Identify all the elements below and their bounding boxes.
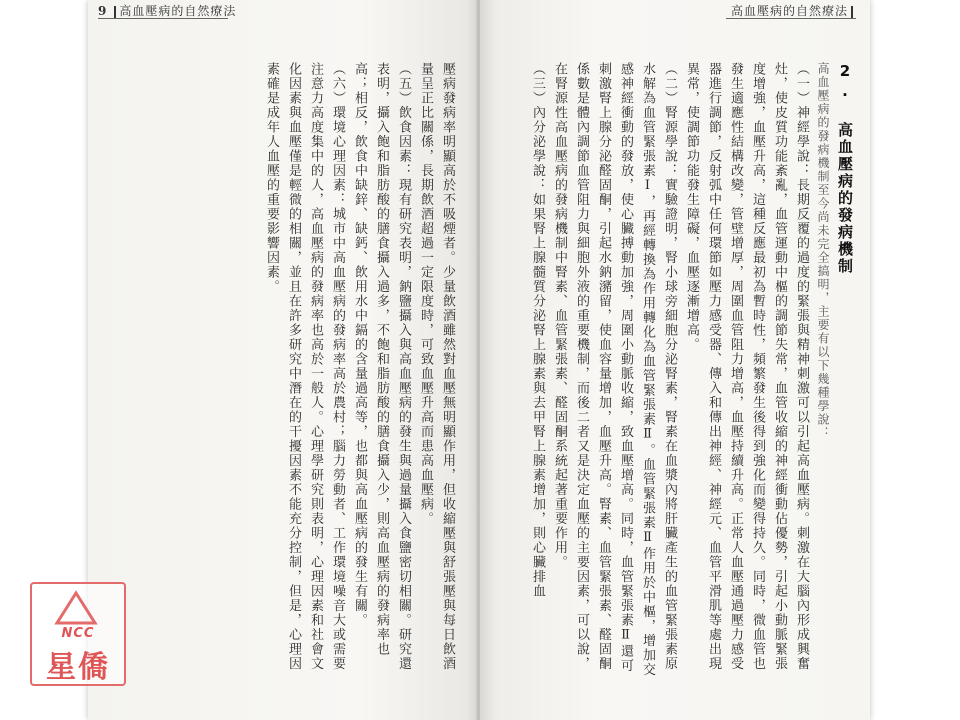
left-page: [88, 0, 478, 720]
watermark-stamp: [30, 582, 126, 686]
running-head-title-right: 高血壓病的自然療法: [730, 4, 848, 18]
running-head-rule-right: [726, 18, 856, 19]
section-intro: 高血壓病的發病機制至今尚未完全搞明，主要有以下幾種學說：: [816, 62, 830, 440]
running-head-left: [98, 2, 236, 19]
running-head-rule-left: [98, 18, 228, 19]
left-paragraph-2: （五）飲食因素：現有研究表明，鈉鹽攝入與高血壓病的發生與過量攝入食鹽密切相關。研究還表明，攝入飽和脂肪酸的膳食攝入過多，不飽和脂肪酸的膳食攝入少，則高血壓病的發病率也高；相反，飲食中缺鋅、缺鈣、飲用水中鎘的含量過高等，也都與高血壓病的發生有關。: [352, 62, 411, 671]
right-page: [480, 0, 870, 720]
triangle-logo-icon: [54, 590, 98, 626]
book-spread: [88, 0, 870, 720]
watermark-cjk-text: 星僑: [46, 650, 110, 685]
section-title: 2. 高血壓病的發病機制: [836, 62, 854, 275]
left-page-body: [118, 62, 458, 682]
left-paragraph-3: （六）環境心理因素：城市中高血壓病的發病率高於農村；腦力勞動者、工作環境噪音大或需要注意力高度集中的人，高血壓病的發病率也高於一般人。心理學研究則表明，心理因素和社會文化因素與血壓僅是輕微的相關，並且在許多研究中潛在的干擾因素不能充分控制，但是，心理因素確是成年人血壓的重要影響因素。: [264, 62, 345, 671]
running-head-divider-right: [851, 6, 853, 18]
right-paragraph-2: （二）腎源學說：實驗證明，腎小球旁細胞分泌腎素，腎素在血漿內將肝臟產生的血管緊張素原水解為血管緊張素Ⅰ，再經轉換為作用轉化為血管緊張素Ⅱ。血管緊張素Ⅱ作用於中樞，增加交感神經衝動的發放，使心臟搏動加強，周圍小動脈收縮，致血壓增高。同時，血管緊張素Ⅱ還可刺激腎上腺分泌醛固酮，引起水鈉瀦留，使血容量增加，血壓升高。腎素、血管緊張素、醛固酮係數是體內調節血管阻力與細胞外液的重要機制，而後二者又是決定血壓的主要因素，可以說，在腎源性高血壓病的發病機制中腎素、血管緊張素、醛固酮系統起著重要作用。: [552, 62, 677, 677]
running-head-title-left: 高血壓病的自然療法: [119, 4, 237, 18]
page-number-left: 9: [98, 4, 108, 18]
watermark-latin-text: NCC: [61, 626, 95, 641]
running-head-right: [731, 2, 856, 19]
running-head-divider-left: [114, 6, 116, 18]
right-page-body: [520, 62, 856, 682]
right-paragraph-1: （一）神經學說：長期反覆的過度的緊張與精神刺激可以引起高血壓病。刺激在大腦內形成興奮灶，使皮質功能紊亂，血管運動中樞的調節失常，血管收縮的神經衝動佔優勢，引起小動脈緊張度增強，血壓升高，這種反應最初為暫時性，頻繁發生後得到強化而變得持久。同時，微血管也發生適應性結構改變，管壁增厚，周圍血管阻力增高，血壓持續升高。正常人血壓通過壓力感受器進行調節，反射弧中任何環節如壓力感受器、傳入和傳出神經、神經元、血管平滑肌等處出現異常，使調節功能發生障礙，血壓逐漸增高。: [684, 62, 809, 671]
left-paragraph-1: 壓病發病率明顯高於不吸煙者。少量飲酒雖然對血壓無明顯作用，但收縮壓與舒張壓與每日飲酒量呈正比關係，長期飲酒超過一定限度時，可致血壓升高而患高血壓病。: [418, 62, 455, 671]
right-paragraph-3: （三）內分泌學說：如果腎上腺髓質分泌腎上腺素與去甲腎上腺素增加，則心臟排血: [530, 62, 545, 599]
